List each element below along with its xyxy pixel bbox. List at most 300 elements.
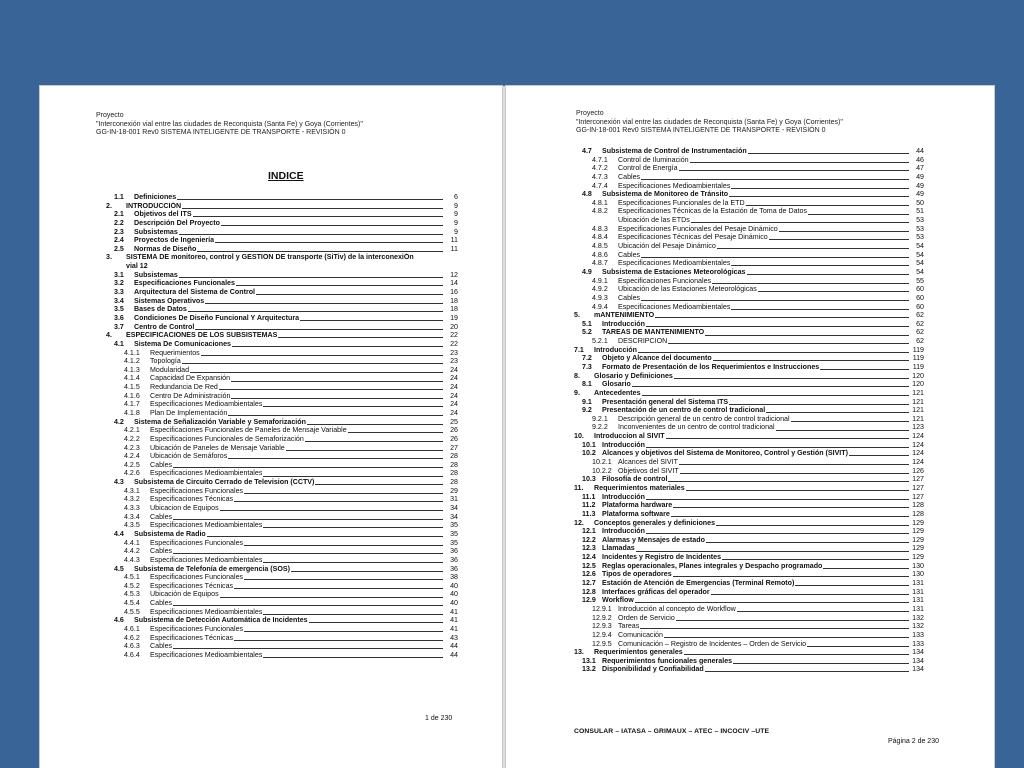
toc-leader-line [244,545,443,546]
toc-entry-title: Inconvenientes de un centro de control tradicional [618,423,775,432]
table-of-contents [574,147,924,674]
toc-entry[interactable] [106,210,458,219]
toc-entry[interactable] [574,579,924,588]
toc-entry-page: 27 [450,443,458,452]
toc-entry-page: 129 [912,518,924,527]
toc-entry-title: Especificaciones Medioambientales [150,650,263,659]
toc-entry[interactable] [574,199,924,208]
toc-entry-title: Especificaciones Medioambientales [618,302,731,311]
toc-entry[interactable] [106,608,458,617]
toc-entry-number: 12.9.4 [592,630,612,639]
toc-entry[interactable] [574,665,924,674]
toc-entry[interactable] [106,565,458,574]
toc-leader-line [263,527,443,528]
toc-entry-title: vial 12 [126,262,148,271]
toc-leader-line [795,585,909,586]
toc-leader-line [746,205,909,206]
toc-entry-title: Objeto y Alcance del documento [602,354,712,363]
toc-leader-line [635,602,909,603]
toc-entry-title: Especificaciones Medioambientales [150,555,263,564]
toc-entry-page: 41 [450,616,458,625]
table-of-contents [106,193,458,660]
header-line: Proyecto [96,112,124,119]
toc-entry-page: 41 [450,625,458,634]
toc-entry-number: 7.1 [574,345,584,354]
toc-entry[interactable] [574,173,924,182]
toc-entry[interactable] [574,259,924,268]
toc-entry-title: Modularidad [150,365,190,374]
toc-leader-line [173,519,443,520]
toc-entry[interactable] [106,228,458,237]
toc-leader-line [232,346,443,347]
toc-entry[interactable] [106,236,458,245]
toc-entry-page: 129 [912,544,924,553]
toc-entry[interactable] [106,262,458,271]
toc-entry-title: Introducción [602,527,645,536]
toc-entry-page: 121 [912,406,924,415]
toc-entry-number: 4.1.1 [124,348,140,357]
toc-entry[interactable] [106,349,458,358]
toc-entry[interactable] [106,634,458,643]
toc-entry-title: Introducción [602,440,645,449]
toc-entry-number: 4.8.6 [592,250,608,259]
toc-entry-number: 12.4 [582,553,596,562]
toc-entry[interactable] [106,279,458,288]
toc-entry-title: Cables [150,599,173,608]
toc-entry[interactable] [574,605,924,614]
toc-entry[interactable] [106,651,458,660]
toc-entry-title: Objetivos del ITS [134,210,192,219]
toc-entry-page: 44 [450,650,458,659]
toc-entry-title: Centro de Control [134,322,195,331]
toc-leader-line [173,467,443,468]
toc-entry-page: 18 [450,296,458,305]
toc-entry[interactable] [574,242,924,251]
toc-entry-number: 2.1 [114,210,124,219]
toc-entry-title: Subsistema de Estaciones Meteorológicas [602,267,746,276]
toc-entry-title: Subsistema de Detección Automática de Incidentes [134,616,308,625]
toc-entry-page: 127 [912,475,924,484]
toc-entry[interactable] [574,182,924,191]
toc-entry-page: 54 [916,242,924,251]
toc-entry-title: Subsistema de Monitoreo de Tránsito [602,190,729,199]
toc-leader-line [823,568,909,569]
toc-entry-page: 128 [912,509,924,518]
toc-entry-number: 4.7.2 [592,164,608,173]
toc-entry-page: 62 [916,328,924,337]
toc-entry[interactable] [106,374,458,383]
toc-entry[interactable] [574,614,924,623]
toc-entry[interactable] [106,219,458,228]
toc-entry-page: 31 [450,495,458,504]
toc-leader-line [215,242,443,243]
toc-entry-page: 6 [454,192,458,201]
toc-entry[interactable] [106,530,458,539]
toc-entry-title: Especificaciones Técnicas del Pesaje Dinámico [618,233,768,242]
toc-leader-line [221,225,443,226]
toc-leader-line [668,343,909,344]
toc-entry-page: 62 [916,319,924,328]
toc-entry[interactable] [574,207,924,216]
toc-entry-title: Especificaciones Técnicas de la Estación de Toma de Datos [618,207,808,216]
toc-leader-line [664,637,909,638]
toc-entry[interactable] [574,147,924,156]
toc-entry-title: Especificaciones Técnicas [150,581,234,590]
toc-leader-line [712,283,909,284]
toc-entry-page: 132 [912,613,924,622]
toc-entry[interactable] [574,657,924,666]
toc-leader-line [666,438,909,439]
toc-entry-page: 49 [916,172,924,181]
toc-entry[interactable] [574,648,924,657]
toc-entry[interactable] [574,467,924,476]
toc-entry[interactable] [106,271,458,280]
toc-entry[interactable] [574,510,924,519]
toc-entry-title: Especificaciones Medioambientales [618,259,731,268]
toc-entry[interactable] [574,415,924,424]
toc-entry-number: 2.2 [114,218,124,227]
toc-entry-number: 12. [574,518,584,527]
toc-entry-page: 124 [912,432,924,441]
toc-entry[interactable] [106,495,458,504]
toc-entry[interactable] [106,357,458,366]
toc-entry-title: Presentación general del Sistema ITS [602,397,729,406]
toc-entry-page: 24 [450,365,458,374]
toc-entry-page: 34 [450,512,458,521]
toc-entry[interactable] [106,521,458,530]
toc-entry[interactable] [106,305,458,314]
toc-entry[interactable] [574,233,924,242]
toc-entry[interactable] [106,582,458,591]
toc-entry-number: 12.2 [582,535,596,544]
toc-leader-line [731,188,909,189]
toc-leader-line [729,196,909,197]
toc-entry-page: 132 [912,622,924,631]
toc-leader-line [256,294,443,295]
toc-entry-page: 134 [912,648,924,657]
toc-entry-title: Cables [150,547,173,556]
toc-entry-title: Cables [618,172,641,181]
toc-entry-page: 129 [912,553,924,562]
toc-entry[interactable] [106,452,458,461]
toc-entry-number: 4.5 [114,564,124,573]
toc-entry[interactable] [106,426,458,435]
toc-leader-line [680,473,909,474]
toc-entry-title: Disponibilidad y Confiabilidad [602,665,704,674]
toc-entry-number: 4.1.2 [124,357,140,366]
toc-entry-page: 34 [450,504,458,513]
toc-leader-line [220,597,443,598]
toc-entry-number: 5.2 [582,328,592,337]
toc-entry[interactable] [574,544,924,553]
toc-entry-number: 12.7 [582,579,596,588]
toc-leader-line [679,464,909,465]
toc-entry-number: 4.2.1 [124,426,140,435]
toc-leader-line [173,605,443,606]
toc-entry[interactable] [574,553,924,562]
toc-entry[interactable] [106,331,458,340]
toc-entry[interactable] [106,616,458,625]
toc-entry-number: 4.1.5 [124,383,140,392]
toc-entry[interactable] [574,484,924,493]
toc-entry[interactable] [574,493,924,502]
toc-entry-page: 130 [912,570,924,579]
toc-entry-number: 4.3.2 [124,495,140,504]
toc-entry[interactable] [106,245,458,254]
toc-entry-title: Especificaciones Funcionales [618,276,712,285]
toc-entry[interactable] [574,354,924,363]
toc-entry-title: Topología [150,357,181,366]
toc-entry-title: Antecedentes [594,388,641,397]
toc-leader-line [278,337,443,338]
toc-entry[interactable] [574,519,924,528]
toc-entry[interactable] [574,424,924,433]
toc-entry[interactable] [574,311,924,320]
toc-entry-title: Centro De Administración [150,391,231,400]
toc-entry-page: 22 [450,339,458,348]
toc-entry[interactable] [106,513,458,522]
toc-entry[interactable] [106,478,458,487]
toc-entry-page: 121 [912,414,924,423]
toc-entry-number: 11. [574,483,584,492]
toc-entry[interactable] [106,193,458,202]
toc-entry-number: 4.1 [114,339,124,348]
toc-entry-title: Orden de Servicio [618,613,675,622]
toc-entry-number: 4.8.2 [592,207,608,216]
toc-leader-line [263,614,443,615]
toc-entry[interactable] [574,406,924,415]
toc-entry[interactable] [574,337,924,346]
toc-entry[interactable] [574,277,924,286]
toc-entry-title: Comunicación – Registro de Incidentes – Orden de Servicio [618,639,807,648]
toc-entry[interactable] [574,398,924,407]
toc-entry[interactable] [574,622,924,631]
toc-entry-page: 18 [450,305,458,314]
toc-entry[interactable] [574,501,924,510]
toc-entry-number: 4.5.4 [124,599,140,608]
toc-leader-line [173,648,443,649]
toc-entry[interactable] [574,380,924,389]
toc-entry[interactable] [106,470,458,479]
toc-entry-page: 127 [912,483,924,492]
toc-entry-title: Alcances del SIVIT [618,458,678,467]
toc-entry[interactable] [574,294,924,303]
toc-leader-line [717,248,909,249]
toc-entry-page: 123 [912,423,924,432]
toc-entry[interactable] [574,458,924,467]
toc-leader-line [690,162,909,163]
toc-entry[interactable] [106,487,458,496]
toc-entry-number: 4.7.3 [592,172,608,181]
toc-entry[interactable] [106,418,458,427]
toc-leader-line [244,631,443,632]
toc-entry[interactable] [574,303,924,312]
toc-leader-line [779,231,909,232]
toc-leader-line [305,441,443,442]
toc-entry[interactable] [106,461,458,470]
page-footer: CONSULAR – IATASA – GRIMAUX – ATEC – INCOCIV –UTE [574,728,770,735]
toc-entry-page: 20 [450,322,458,331]
toc-leader-line [641,179,909,180]
toc-entry[interactable] [106,288,458,297]
toc-entry[interactable] [106,444,458,453]
toc-entry-number: 12.9.2 [592,613,612,622]
toc-entry-title: Glosario [602,380,631,389]
toc-entry[interactable] [574,164,924,173]
toc-entry-number: 7.3 [582,363,592,371]
toc-entry[interactable] [574,449,924,458]
toc-entry[interactable] [574,389,924,398]
toc-entry[interactable] [106,435,458,444]
toc-entry[interactable] [574,588,924,597]
toc-leader-line [641,257,909,258]
toc-entry[interactable] [574,156,924,165]
toc-entry-title: Descripción Del Proyecto [134,218,220,227]
toc-leader-line [205,303,443,304]
toc-entry[interactable] [106,340,458,349]
toc-entry-page: 36 [450,555,458,564]
toc-leader-line [228,415,443,416]
toc-entry[interactable] [106,366,458,375]
toc-entry-page: 49 [916,190,924,199]
toc-entry[interactable] [106,504,458,513]
toc-entry[interactable] [106,314,458,323]
toc-leader-line [193,216,443,217]
toc-entry[interactable] [106,392,458,401]
toc-entry-number: 10.1 [582,440,596,449]
toc-entry-page: 40 [450,590,458,599]
toc-leader-line [646,326,909,327]
toc-entry-page: 134 [912,656,924,665]
toc-entry[interactable] [106,297,458,306]
toc-entry[interactable] [106,253,458,262]
toc-leader-line [642,395,909,396]
toc-entry-page: 62 [916,337,924,346]
toc-entry[interactable] [574,190,924,199]
toc-entry[interactable] [106,547,458,556]
toc-entry[interactable] [106,590,458,599]
toc-entry-number: 10.3 [582,475,596,484]
toc-leader-line [207,536,443,537]
toc-entry[interactable] [106,625,458,634]
toc-entry-page: 14 [450,279,458,288]
toc-entry-number: 4.6.2 [124,633,140,642]
toc-entry[interactable] [106,539,458,548]
toc-leader-line [286,450,443,451]
toc-entry-title: Plataforma software [602,509,670,518]
toc-entry-number: 4.2.6 [124,469,140,478]
toc-entry-page: 47 [916,164,924,173]
toc-entry[interactable] [574,570,924,579]
toc-entry-number: 4.9.2 [592,285,608,294]
toc-entry[interactable] [574,251,924,260]
toc-entry-number: 4.3.3 [124,504,140,513]
toc-entry-title: Requerimientos funcionales generales [602,656,733,665]
toc-entry[interactable] [106,573,458,582]
toc-entry-number: 8. [574,371,580,380]
toc-entry-page: 24 [450,409,458,417]
toc-entry[interactable] [106,323,458,332]
toc-entry[interactable] [574,285,924,294]
toc-entry-page: 126 [912,466,924,475]
toc-entry[interactable] [574,475,924,484]
toc-entry-number: 4.9.1 [592,276,608,285]
toc-entry-title: Incidentes y Registro de Incidentes [602,553,722,562]
toc-entry[interactable] [574,432,924,441]
toc-entry-page: 11 [450,236,458,245]
toc-leader-line [638,352,909,353]
toc-entry-page: 49 [916,181,924,190]
toc-leader-line [731,265,909,266]
toc-entry[interactable] [574,631,924,640]
toc-leader-line [733,663,909,664]
toc-entry[interactable] [106,599,458,608]
toc-entry-title: Interfaces gráficas del operador [602,587,710,596]
toc-entry[interactable] [106,556,458,565]
toc-entry[interactable] [574,216,924,225]
toc-entry[interactable] [574,328,924,337]
toc-entry[interactable] [106,409,458,418]
toc-entry-title: Especificaciones Medioambientales [150,469,263,478]
toc-entry-page: 11 [450,244,458,253]
toc-entry[interactable] [106,400,458,409]
toc-entry-number: 2.5 [114,244,124,253]
toc-entry-title: Comunicación [618,630,663,639]
toc-entry[interactable] [574,363,924,372]
toc-entry-number: 8.1 [582,380,592,389]
toc-entry[interactable] [574,372,924,381]
toc-entry[interactable] [574,346,924,355]
toc-entry[interactable] [106,383,458,392]
toc-entry-page: 55 [916,276,924,285]
toc-entry-number: 9.2.1 [592,414,608,423]
toc-entry[interactable] [574,596,924,605]
toc-entry[interactable] [574,536,924,545]
toc-leader-line [177,199,443,200]
toc-entry-page: 28 [450,460,458,469]
toc-leader-line [315,484,443,485]
toc-entry[interactable] [574,527,924,536]
toc-entry-page: 130 [912,561,924,570]
toc-entry[interactable] [574,268,924,277]
toc-entry[interactable] [106,202,458,211]
document-page-left [40,86,502,768]
toc-entry-page: 120 [912,371,924,380]
toc-entry-number: 4.9.4 [592,302,608,311]
toc-entry-page: 119 [912,354,924,363]
toc-entry[interactable] [574,562,924,571]
page-divider [503,86,505,768]
toc-entry[interactable] [574,640,924,649]
toc-entry[interactable] [574,320,924,329]
toc-entry-page: 36 [450,564,458,573]
toc-entry-title: Bases de Datos [134,305,187,314]
toc-entry[interactable] [574,225,924,234]
toc-entry-number: 4.1.4 [124,374,140,383]
toc-leader-line [646,533,909,534]
header-line: GG-IN-18-001 Rev0 SISTEMA INTELIGENTE DE TRANSPORTE - REVISIÓN 0 [96,129,346,137]
toc-entry[interactable] [574,441,924,450]
toc-entry-title: ESPECIFICACIONES DE LOS SUBSISTEMAS [126,331,278,340]
toc-entry-title: Condiciones De Diseño Funcional Y Arquitectura [134,313,300,322]
toc-leader-line [711,594,909,595]
toc-entry-number: 4.2 [114,417,124,426]
toc-entry-number: 4.5.5 [124,607,140,616]
toc-entry[interactable] [106,642,458,651]
toc-entry-number: 12.3 [582,544,596,553]
toc-leader-line [676,620,909,621]
toc-entry-number: 4.6.1 [124,625,140,634]
